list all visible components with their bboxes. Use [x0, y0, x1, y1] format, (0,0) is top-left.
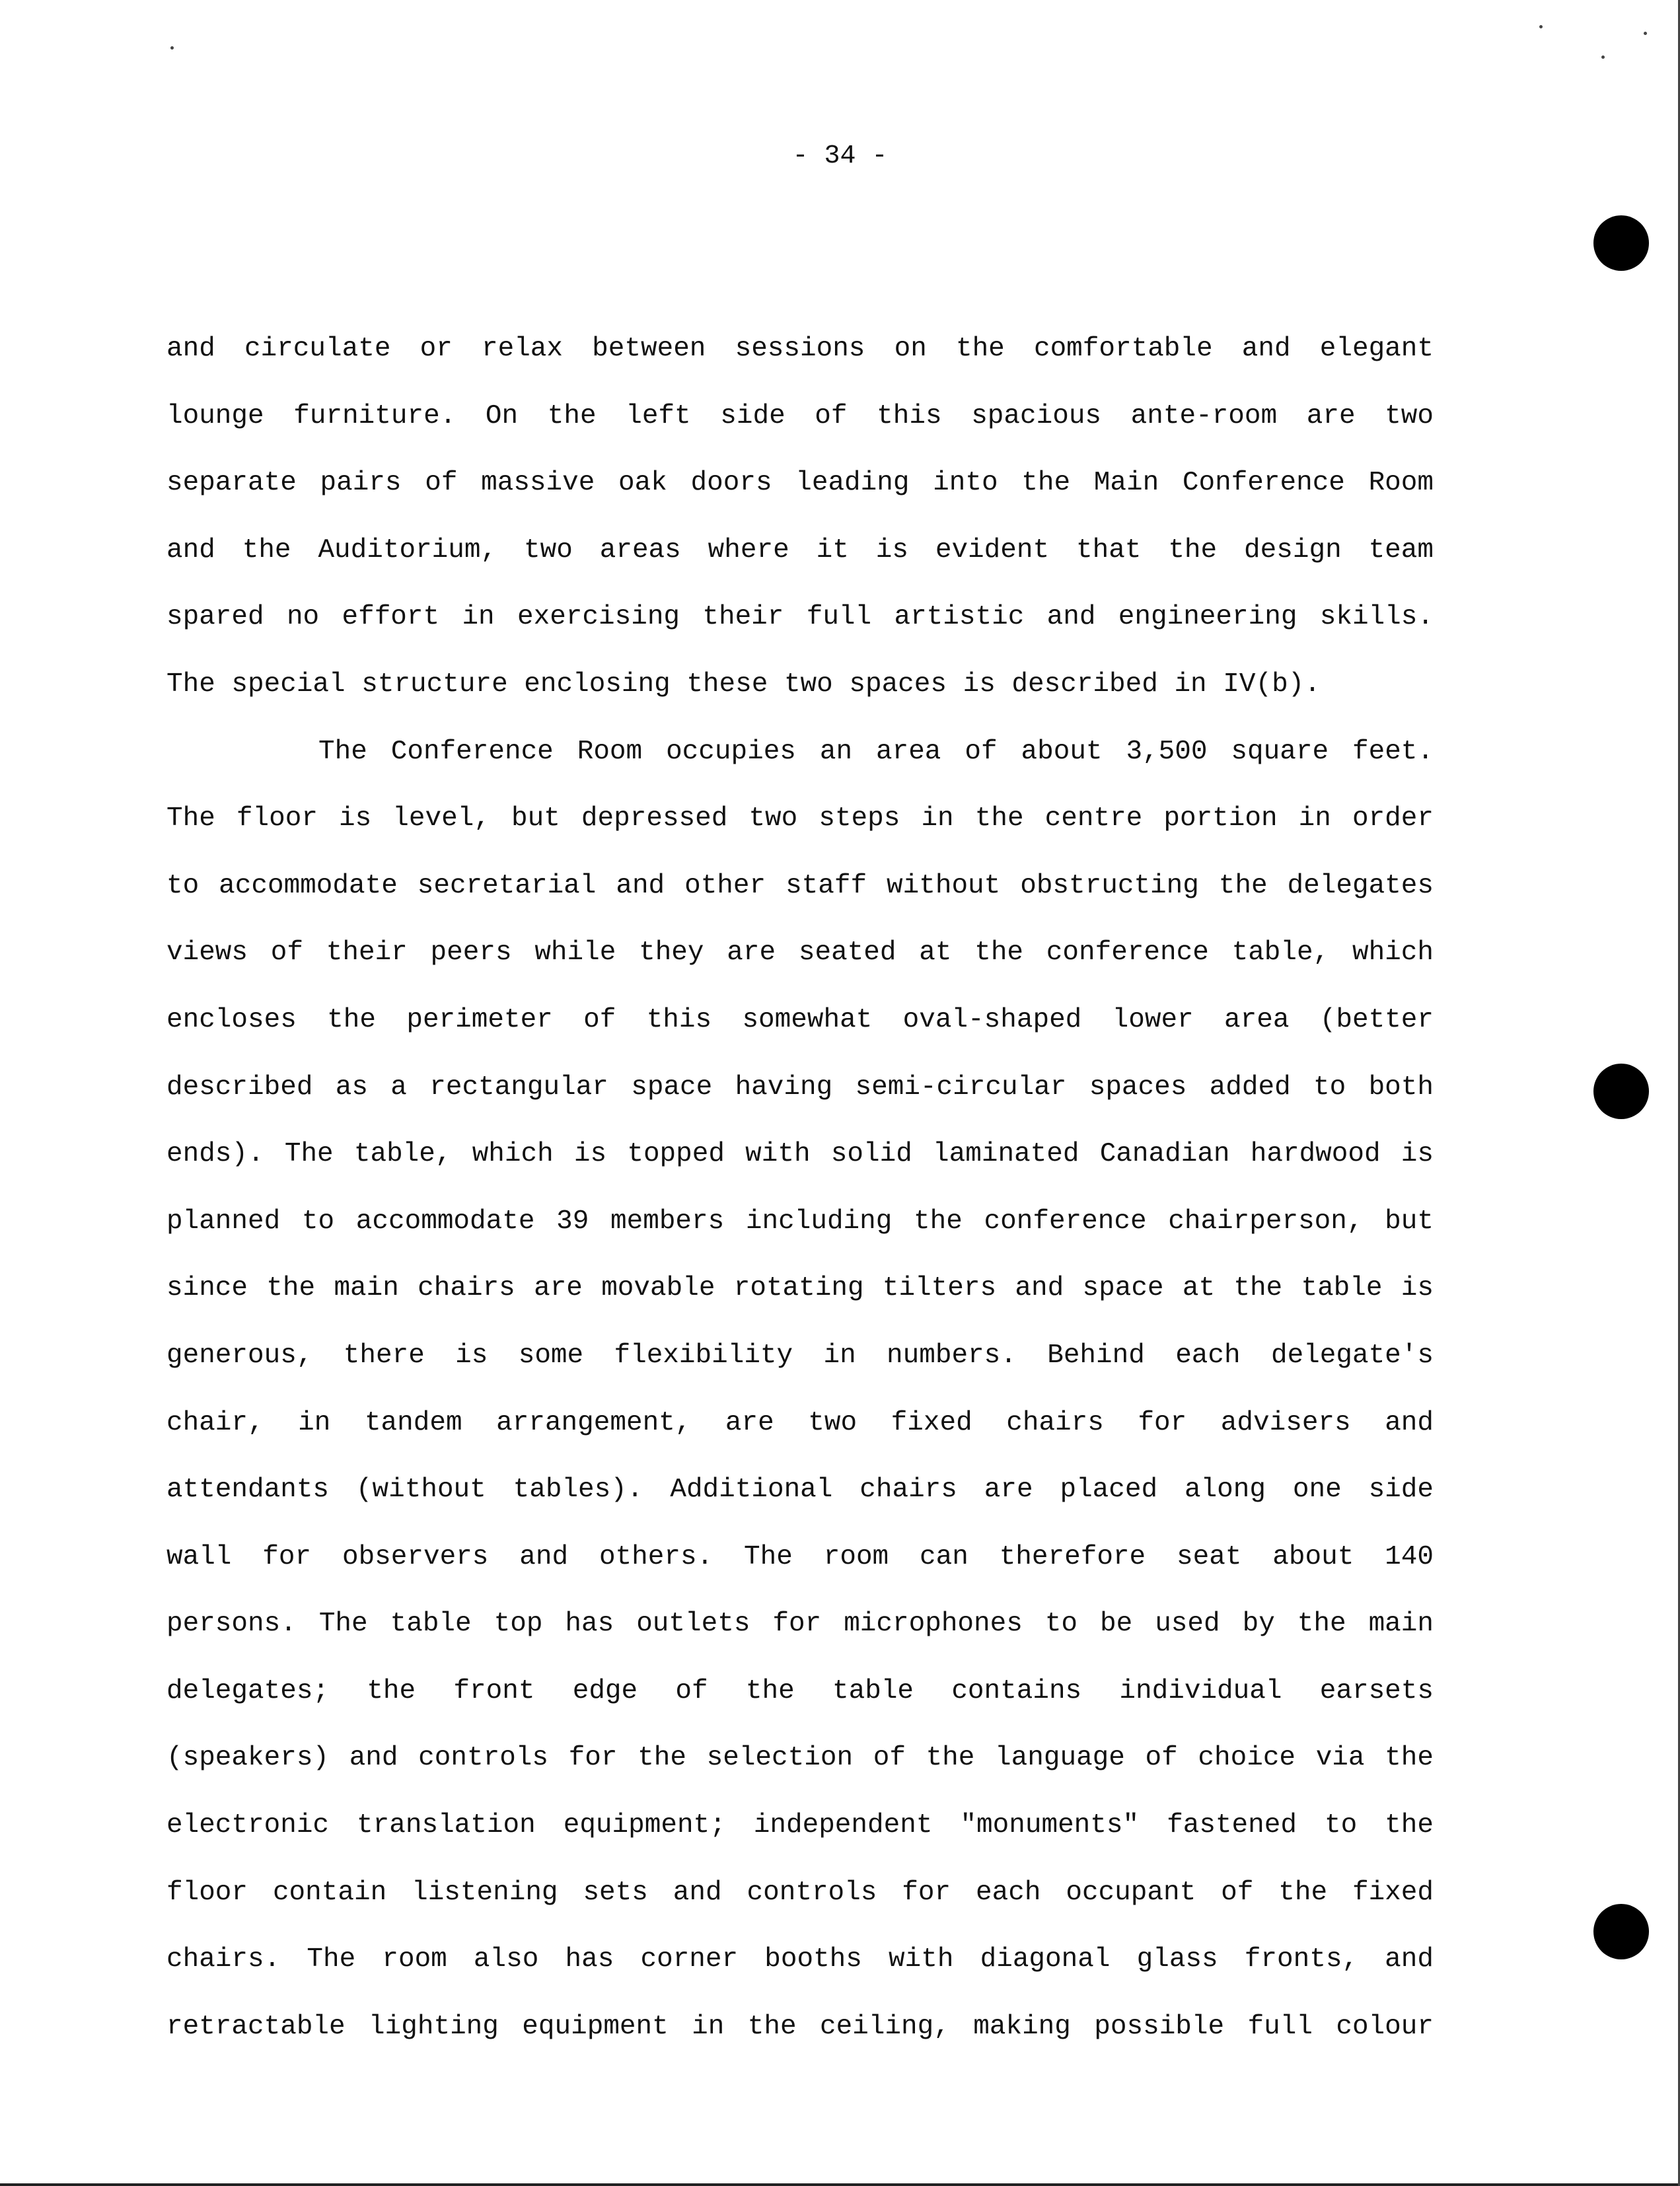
- text-line: since the main chairs are movable rotating tilters and space at the table is: [166, 1273, 1434, 1304]
- text-line: to accommodate secretarial and other staff without obstructing the delegates: [166, 870, 1434, 901]
- scan-speck: [1644, 32, 1647, 35]
- text-line: attendants (without tables). Additional chairs are placed along one side: [166, 1475, 1434, 1506]
- punch-hole-top: [1593, 215, 1649, 271]
- text-line: The special structure enclosing these two spaces is described in IV(b).: [166, 669, 1321, 700]
- paragraph-1: [166, 316, 1434, 719]
- text-line: encloses the perimeter of this somewhat oval-shaped lower area (better: [166, 1004, 1434, 1035]
- text-line: lounge furniture. On the left side of this spacious ante-room are two: [166, 400, 1434, 431]
- text-line: persons. The table top has outlets for microphones to be used by the main: [166, 1609, 1434, 1640]
- text-line: separate pairs of massive oak doors leading into the Main Conference Room: [166, 468, 1434, 499]
- text-line: views of their peers while they are seated at the conference table, which: [166, 937, 1434, 968]
- text-line: retractable lighting equipment in the ceiling, making possible full colour: [166, 2011, 1434, 2042]
- text-line: planned to accommodate 39 members including the conference chairperson, but: [166, 1206, 1434, 1237]
- text-line: The floor is level, but depressed two steps in the centre portion in order: [166, 803, 1434, 834]
- text-line: chair, in tandem arrangement, are two fixed chairs for advisers and: [166, 1407, 1434, 1438]
- scan-speck: [1601, 55, 1605, 59]
- text-line: The Conference Room occupies an area of about 3,500 square feet.: [318, 736, 1434, 767]
- page-number: - 34 -: [792, 141, 888, 171]
- text-line: described as a rectangular space having semi-circular spaces added to both: [166, 1072, 1434, 1103]
- text-line: and circulate or relax between sessions on the comfortable and elegant: [166, 334, 1434, 364]
- punch-hole-bottom: [1593, 1904, 1649, 1959]
- text-line: ends). The table, which is topped with solid laminated Canadian hardwood is: [166, 1139, 1434, 1170]
- paragraph-2: [166, 719, 1434, 2061]
- text-line: chairs. The room also has corner booths with diagonal glass fronts, and: [166, 1944, 1434, 1975]
- punch-hole-middle: [1593, 1064, 1649, 1119]
- scan-border-bottom: [0, 2183, 1680, 2186]
- text-line: (speakers) and controls for the selection of the language of choice via the: [166, 1743, 1434, 1774]
- text-line: and the Auditorium, two areas where it is evident that the design team: [166, 534, 1434, 565]
- text-line: electronic translation equipment; independent "monuments" fastened to the: [166, 1810, 1434, 1841]
- text-line: generous, there is some flexibility in numbers. Behind each delegate's: [166, 1340, 1434, 1371]
- body-text: [166, 316, 1434, 2060]
- text-line: spared no effort in exercising their full artistic and engineering skills.: [166, 602, 1434, 633]
- text-line: wall for observers and others. The room can therefore seat about 140: [166, 1541, 1434, 1572]
- text-line: delegates; the front edge of the table contains individual earsets: [166, 1675, 1434, 1706]
- text-line: floor contain listening sets and controls for each occupant of the fixed: [166, 1877, 1434, 1908]
- scan-speck: [170, 46, 174, 50]
- scan-speck: [1539, 25, 1543, 28]
